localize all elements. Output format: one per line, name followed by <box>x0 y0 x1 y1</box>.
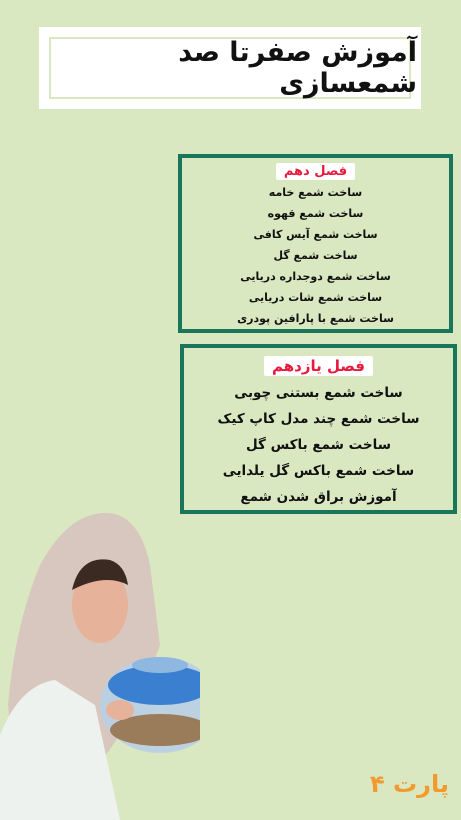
list-item: ساخت شمع باکس گل <box>246 437 391 453</box>
chapter-10-box <box>178 154 453 333</box>
hand-shape <box>106 700 134 720</box>
chapter-10-title: فصل دهم <box>276 163 355 180</box>
list-item: ساخت شمع خامه <box>268 186 363 199</box>
list-item: ساخت شمع شات دریایی <box>248 291 383 304</box>
list-item: آموزش براق شدن شمع <box>240 489 397 505</box>
list-item: ساخت شمع قهوه <box>267 207 364 220</box>
title-banner <box>41 29 419 107</box>
instructor-photo <box>0 505 200 820</box>
list-item: ساخت شمع بستنی چوبی <box>234 385 403 401</box>
chapter-10-list <box>237 182 394 329</box>
page-title: آموزش صفرتا صد شمعسازی <box>178 37 417 99</box>
list-item: ساخت شمع با پارافین پودری <box>237 312 394 325</box>
chapter-11-title: فصل یازدهم <box>264 356 373 376</box>
list-item: ساخت شمع آیس کافی <box>253 228 378 241</box>
list-item: ساخت شمع دوجداره دریایی <box>240 270 391 283</box>
part-label: پارت ۴ <box>370 770 449 798</box>
list-item: ساخت شمع گل <box>273 249 358 262</box>
list-item: ساخت شمع چند مدل کاپ کیک <box>217 411 420 427</box>
chapter-11-list <box>218 380 420 510</box>
chapter-11-box <box>180 344 457 514</box>
fishbowl-rim <box>132 657 188 673</box>
list-item: ساخت شمع باکس گل یلدایی <box>222 463 415 479</box>
